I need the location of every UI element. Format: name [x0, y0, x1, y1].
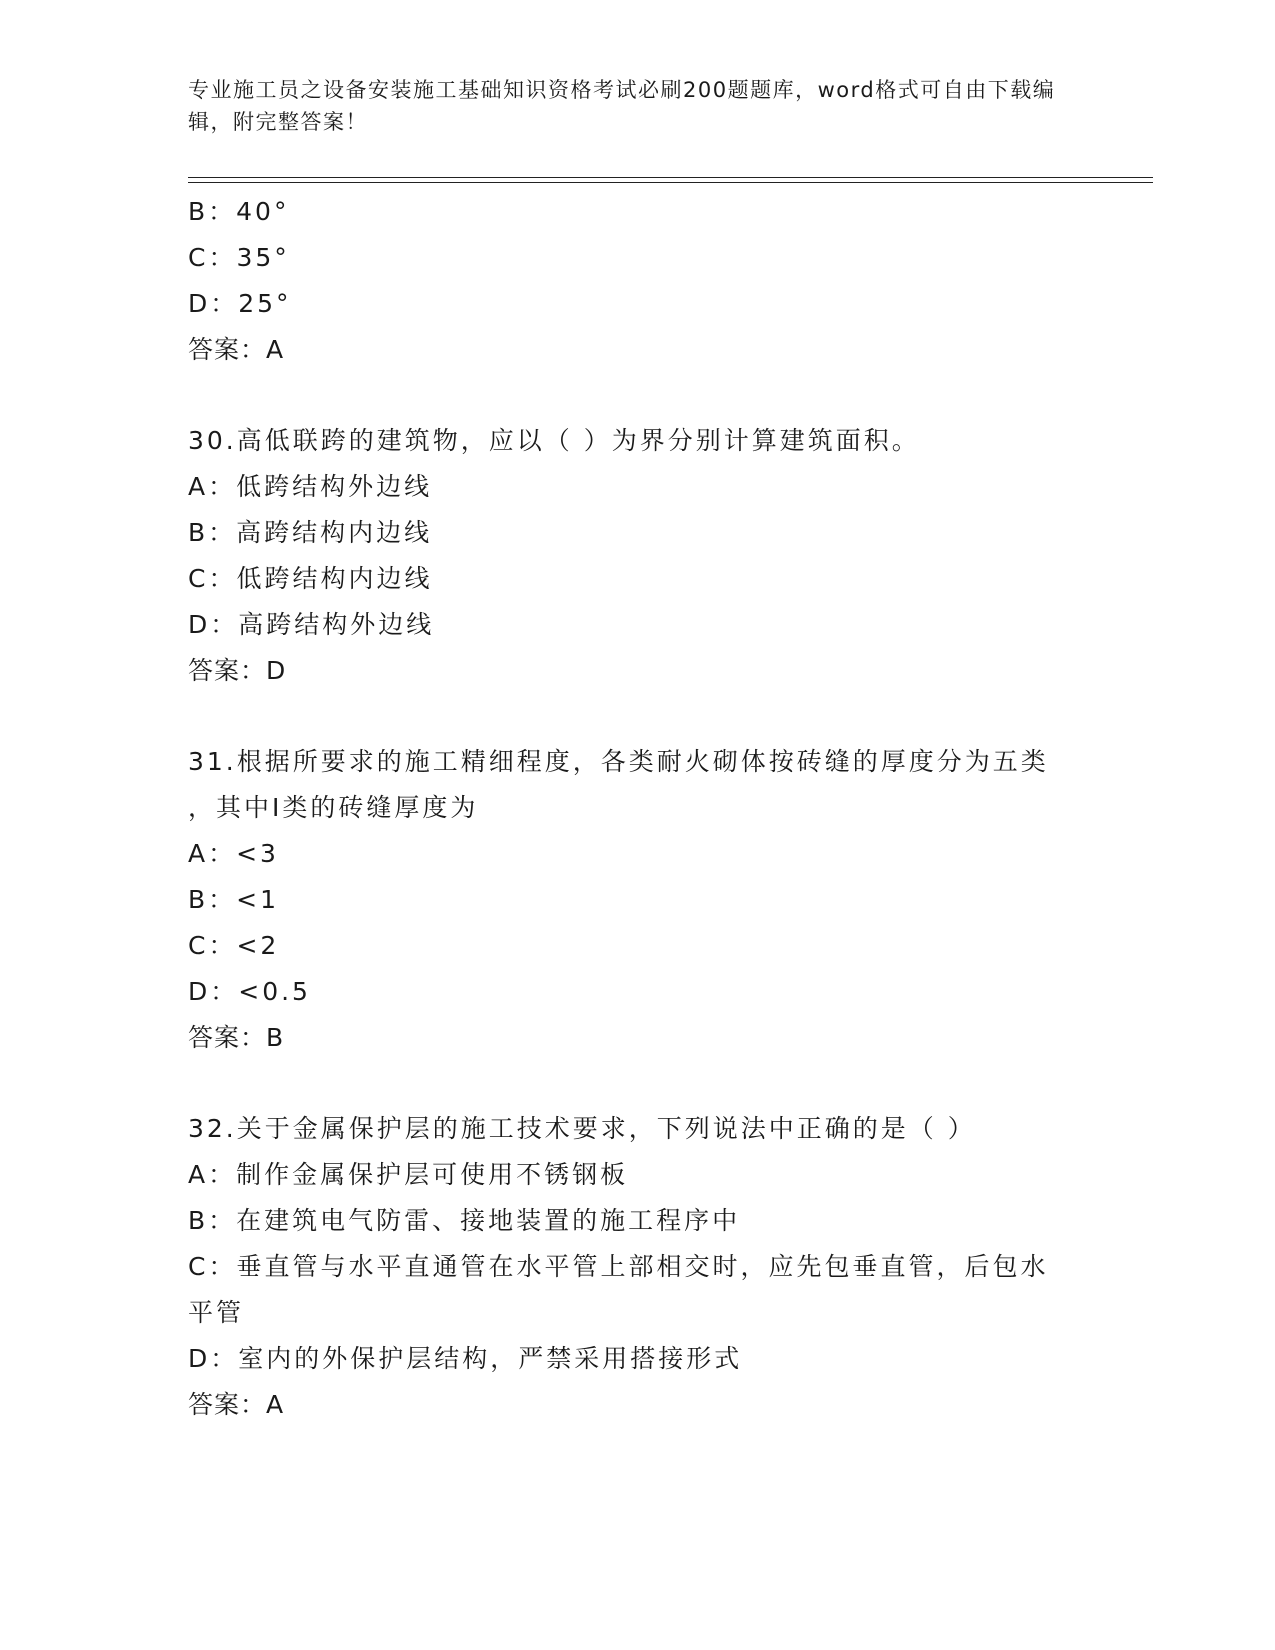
option-b: B：<1 [188, 885, 280, 914]
option-d: D：25° [188, 289, 292, 318]
question-stem: 32.关于金属保护层的施工技术要求，下列说法中正确的是（ ） [188, 1114, 976, 1143]
header-rule-top [188, 177, 1153, 178]
option-c: C：低跨结构内边线 [188, 564, 433, 593]
question-29-continued [188, 189, 1088, 373]
question-stem: 30.高低联跨的建筑物，应以（ ）为界分别计算建筑面积。 [188, 426, 920, 455]
option-c: C：垂直管与水平直通管在水平管上部相交时，应先包垂直管，后包水 [188, 1252, 1049, 1281]
header-rule-bottom [188, 182, 1153, 183]
question-stem: 31.根据所要求的施工精细程度，各类耐火砌体按砖缝的厚度分为五类 [188, 747, 1049, 776]
option-b: B：40° [188, 197, 290, 226]
option-a: A：<3 [188, 839, 279, 868]
question-stem-continued: ，其中Ⅰ类的砖缝厚度为 [188, 793, 479, 822]
option-c: C：35° [188, 243, 290, 272]
question-list [188, 189, 1088, 1428]
question-spacer [188, 1061, 1088, 1106]
option-a: A：制作金属保护层可使用不锈钢板 [188, 1160, 629, 1189]
question-30 [188, 418, 1088, 694]
answer-line: 答案：A [188, 335, 285, 364]
document-header: 专业施工员之设备安装施工基础知识资格考试必刷200题题库，word格式可自由下载编辑，附完整答案！ [188, 78, 1056, 134]
question-spacer [188, 694, 1088, 739]
answer-line: 答案：A [188, 1390, 285, 1419]
answer-line: 答案：D [188, 656, 287, 685]
option-b: B：在建筑电气防雷、接地装置的施工程序中 [188, 1206, 741, 1235]
option-d: D：高跨结构外边线 [188, 610, 435, 639]
question-spacer [188, 373, 1088, 418]
question-31 [188, 739, 1088, 1061]
answer-line: 答案：B [188, 1023, 285, 1052]
option-c-continued: 平管 [188, 1298, 245, 1327]
option-d: D：室内的外保护层结构，严禁采用搭接形式 [188, 1344, 743, 1373]
question-32 [188, 1106, 1088, 1428]
option-a: A：低跨结构外边线 [188, 472, 433, 501]
option-c: C：<2 [188, 931, 280, 960]
option-d: D：<0.5 [188, 977, 311, 1006]
option-b: B：高跨结构内边线 [188, 518, 433, 547]
